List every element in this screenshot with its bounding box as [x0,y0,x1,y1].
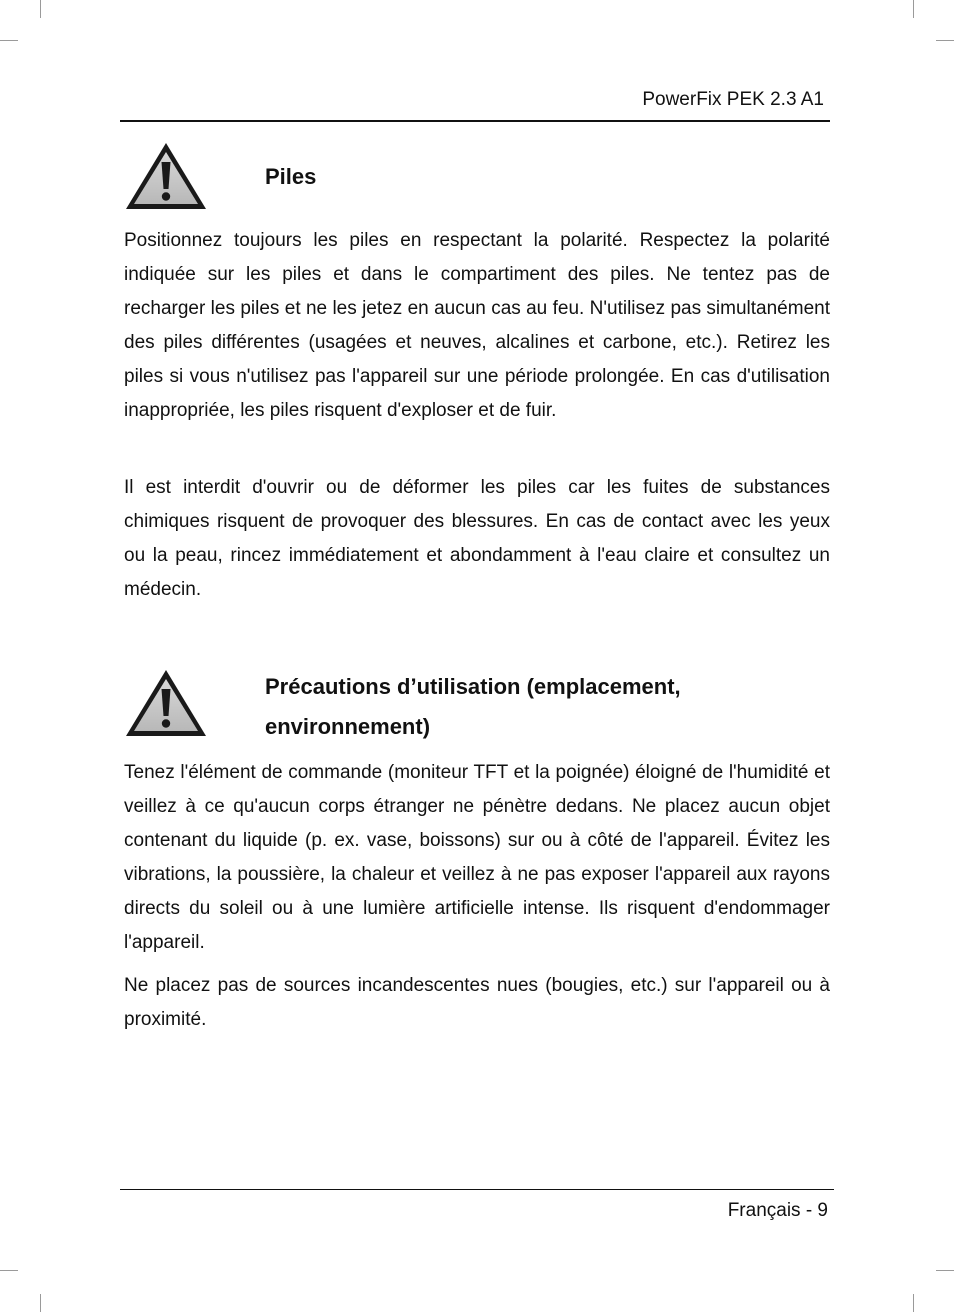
section-heading-precautions: Précautions d’utilisation (emplacement, environnement) [265,674,681,739]
crop-mark [913,0,914,18]
page-number: Français - 9 [727,1200,828,1221]
footer-rule [120,1189,834,1190]
crop-mark [936,1270,954,1271]
crop-mark [40,1294,41,1312]
warning-triangle-icon [123,140,209,212]
crop-mark [0,1270,18,1271]
crop-mark [0,40,18,41]
crop-mark [936,40,954,41]
section-heading-piles: Piles [265,164,317,189]
running-header: PowerFix PEK 2.3 A1 [642,89,824,110]
crop-mark [913,1294,914,1312]
section-paragraph: Ne placez pas de sources incandescentes nues (bougies, etc.) sur l'appareil ou à proximité. [124,975,830,1030]
crop-mark [40,0,41,18]
section-paragraph: Tenez l'élément de commande (moniteur TFT et la poignée) éloigné de l'humidité et veillez à ce qu'aucun corps étranger ne pénètre dedans. Ne placez aucun objet contenant du liquide (p. ex. vase, boissons) sur ou à côté de l'appareil. Évitez les vibrations, la poussière, la chaleur et veillez à ne pas exposer l'appareil aux rayons directs du soleil ou à une lumière artificielle intense. Ils risquent d'endommager l'appareil. [124,762,830,953]
warning-triangle-icon [123,667,209,739]
header-rule [120,120,830,122]
section-paragraph: Positionnez toujours les piles en respectant la polarité. Respectez la polarité indiquée sur les piles et dans le compartiment des piles. Ne tentez pas de recharger les piles et ne les jetez en aucun cas au feu. N'utilisez pas simultanément des piles différentes (usagées et neuves, alcalines et carbone, etc.). Retirez les piles si vous n'utilisez pas l'appareil sur une période prolongée. En cas d'utilisation inappropriée, les piles risquent d'exploser et de fuir. [124,230,830,421]
section-paragraph: Il est interdit d'ouvrir ou de déformer les piles car les fuites de substances chimiques risquent de provoquer des blessures. En cas de contact avec les yeux ou la peau, rincez immédiatement et abondamment à l'eau claire et consultez un médecin. [124,477,830,600]
